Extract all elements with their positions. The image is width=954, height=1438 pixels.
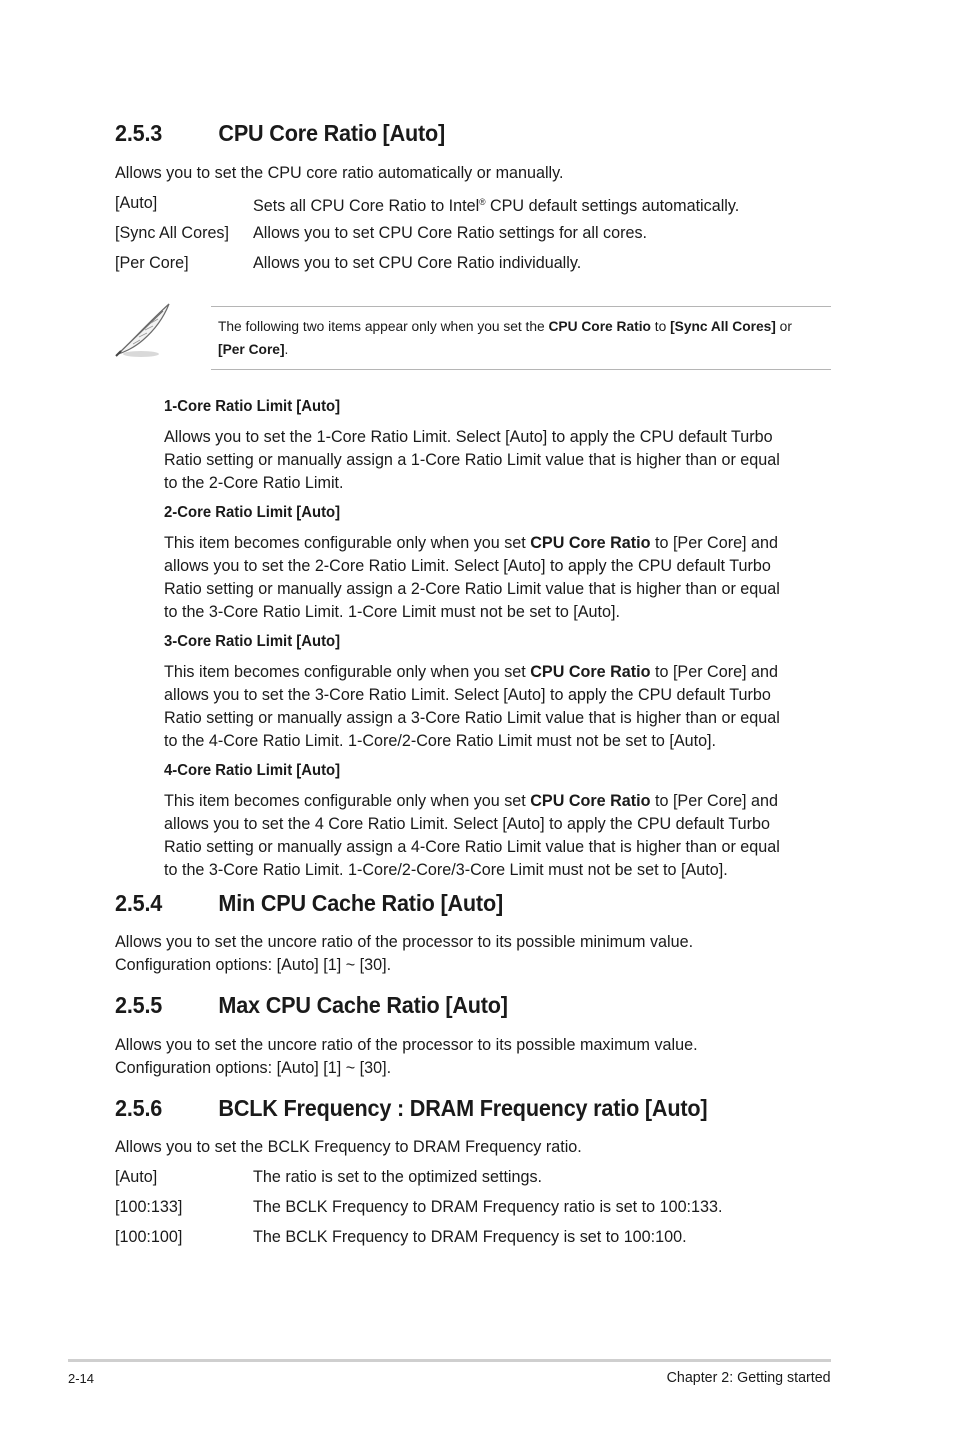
- subitem-text-line: Allows you to set the 1-Core Ratio Limit. Select [Auto] to apply the CPU default Turbo: [164, 427, 773, 446]
- section-text-line: Allows you to set the uncore ratio of the processor to its possible minimum value.: [115, 932, 694, 951]
- option-key: [100:100]: [115, 1227, 183, 1246]
- option-key: [100:133]: [115, 1197, 183, 1216]
- section-title: CPU Core Ratio [Auto]: [218, 120, 446, 146]
- section-title: BCLK Frequency : DRAM Frequency ratio [Auto]: [218, 1095, 708, 1121]
- subitem-text-line: This item becomes configurable only when you set CPU Core Ratio to [Per Core] and: [164, 533, 778, 552]
- subitem-text-line: to the 3-Core Ratio Limit. 1-Core Limit must not be set to [Auto].: [164, 602, 620, 621]
- section-heading-2-5-3: [115, 119, 445, 147]
- feather-pen-icon: [113, 302, 173, 360]
- option-key: [Sync All Cores]: [115, 223, 229, 242]
- section-text-line: Configuration options: [Auto] [1] ~ [30].: [115, 1058, 392, 1077]
- subitem-text-line: to the 2-Core Ratio Limit.: [164, 473, 344, 492]
- section-number: 2.5.6: [115, 1095, 163, 1121]
- subitem-text-line: Ratio setting or manually assign a 1-Core Ratio Limit value that is higher than or equal: [164, 450, 780, 469]
- section-intro: Allows you to set the BCLK Frequency to DRAM Frequency ratio.: [115, 1137, 582, 1156]
- subitem-text-line: This item becomes configurable only when you set CPU Core Ratio to [Per Core] and: [164, 791, 778, 810]
- option-description: The ratio is set to the optimized settings.: [253, 1167, 543, 1186]
- section-heading-2-5-6: [115, 1094, 707, 1122]
- section-number: 2.5.3: [115, 120, 163, 146]
- subitem-text-line: Ratio setting or manually assign a 3-Core Ratio Limit value that is higher than or equal: [164, 708, 780, 727]
- option-description: Sets all CPU Core Ratio to Intel® CPU default settings automatically.: [253, 196, 740, 215]
- option-key: [Auto]: [115, 1167, 158, 1186]
- page-number: 2-14: [68, 1371, 95, 1386]
- subitem-text-line: This item becomes configurable only when you set CPU Core Ratio to [Per Core] and: [164, 662, 778, 681]
- subitem-text-line: Ratio setting or manually assign a 2-Core Ratio Limit value that is higher than or equal: [164, 579, 780, 598]
- note-text: The following two items appear only when you set the CPU Core Ratio to [Sync All Cores] or [Per Core].: [218, 319, 792, 358]
- section-number: 2.5.4: [115, 890, 163, 916]
- section-number: 2.5.5: [115, 992, 163, 1018]
- subitem-text-line: to the 4-Core Ratio Limit. 1-Core/2-Core Ratio Limit must not be set to [Auto].: [164, 731, 717, 750]
- section-heading-2-5-4: [115, 889, 503, 917]
- subitem-text-line: Ratio setting or manually assign a 4-Core Ratio Limit value that is higher than or equal: [164, 837, 780, 856]
- section-intro: Allows you to set the CPU core ratio automatically or manually.: [115, 163, 564, 182]
- subitem-text-line: allows you to set the 2-Core Ratio Limit. Select [Auto] to apply the CPU default Turbo: [164, 556, 771, 575]
- note-bottom-divider: [211, 369, 831, 370]
- section-title: Max CPU Cache Ratio [Auto]: [218, 992, 508, 1018]
- subitem-title: 2-Core Ratio Limit [Auto]: [164, 504, 341, 521]
- section-text-line: Allows you to set the uncore ratio of the processor to its possible maximum value.: [115, 1035, 698, 1054]
- section-title: Min CPU Cache Ratio [Auto]: [218, 890, 503, 916]
- subitem-title: 4-Core Ratio Limit [Auto]: [164, 762, 341, 779]
- subitem-text-line: allows you to set the 4 Core Ratio Limit. Select [Auto] to apply the CPU default Turbo: [164, 814, 770, 833]
- note-top-divider: [211, 306, 831, 307]
- option-description: Allows you to set CPU Core Ratio individually.: [253, 253, 582, 272]
- option-key: [Per Core]: [115, 253, 189, 272]
- section-heading-2-5-5: [115, 991, 508, 1019]
- subitem-title: 1-Core Ratio Limit [Auto]: [164, 398, 341, 415]
- option-description: The BCLK Frequency to DRAM Frequency ratio is set to 100:133.: [253, 1197, 723, 1216]
- option-key: [Auto]: [115, 193, 158, 212]
- subitem-text-line: to the 3-Core Ratio Limit. 1-Core/2-Core/3-Core Limit must not be set to [Auto].: [164, 860, 728, 879]
- option-description: The BCLK Frequency to DRAM Frequency is set to 100:100.: [253, 1227, 687, 1246]
- footer-divider: [68, 1359, 831, 1362]
- section-text-line: Configuration options: [Auto] [1] ~ [30].: [115, 955, 392, 974]
- subitem-text-line: allows you to set the 3-Core Ratio Limit. Select [Auto] to apply the CPU default Turbo: [164, 685, 771, 704]
- chapter-label: Chapter 2: Getting started: [667, 1369, 831, 1386]
- option-description: Allows you to set CPU Core Ratio settings for all cores.: [253, 223, 648, 242]
- subitem-title: 3-Core Ratio Limit [Auto]: [164, 633, 341, 650]
